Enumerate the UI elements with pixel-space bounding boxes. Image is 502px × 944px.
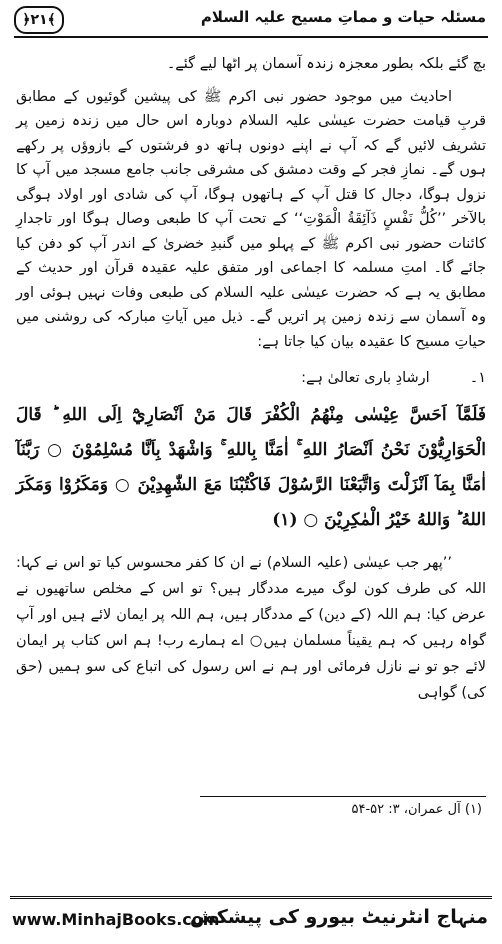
page-header bbox=[14, 6, 488, 36]
page-number: ﴿۲۱﴾ bbox=[14, 6, 64, 34]
quran-verse: فَلَمَّآ اَحَسَّ عِيْسٰى مِنْهُمُ الْكُفْرَ قَالَ مَنْ اَنْصَارِيْٓ اِلَى اللهِ ؕ قَالَ الْحَوَارِيُّوْنَ نَحْنُ اَنْصَارُ اللهِ ۚ اٰمَنَّا بِاللهِ ۚ وَاشْهَدْ بِاَنَّا مُسْلِمُوْنَ ○ رَبَّنَآ اٰمَنَّا بِمَآ اَنْزَلْتَ وَاتَّبَعْنَا الرَّسُوْلَ فَاكْتُبْنَا مَعَ الشّٰهِدِيْنَ ○ وَمَكَرُوْا وَمَكَرَ اللهُ ؕ وَاللهُ خَيْرُ الْمٰكِرِيْنَ ○ (۱) bbox=[16, 405, 486, 530]
footer-url-link[interactable]: www.MinhajBooks.com bbox=[12, 910, 220, 929]
footnote: (۱) آل عمران، ۳: ۵۲-۵۴ bbox=[351, 802, 482, 817]
header-rule bbox=[14, 36, 488, 38]
footer-rule bbox=[10, 896, 492, 899]
paragraph-main: احادیث میں موجود حضور نبی اکرم ﷺ کی پیشین گوئیوں کے مطابق قربِ قیامت حضرت عیسٰی علیہ السلام دوبارہ اس حال میں زندہ زمین پر تشریف لائیں گے کہ آپ نے اپنے دونوں ہاتھ دو فرشتوں کے بازوؤں پر رکھے ہوں گے۔ نمازِ فجر کے وقت دمشق کی مشرقی جانب جامع مسجد میں آپ کا نزول ہوگا، دجال کا قتل آپ کے ہاتھوں ہوگا، آپ کی شادی اور اولاد ہوگی بالآخر ’’كُلُّ نَفْسٍ ذَآئِقَةُ الْمَوْتِ‘‘ کے تحت آپ کا طبعی وصال ہوگا اور تاجدارِ کائنات حضور نبی اکرم ﷺ کے پہلو میں گنبدِ خضریٰ کے اندر آپ کو دفن کیا جائے گا۔ امتِ مسلمہ کا اجماعی اور متفق علیہ عقیدہ قرآن اور حدیث کے مطابق یہ ہے کہ حضرت عیسٰی علیہ السلام کی طبعی وفات نہیں ہوئی اور وہ آسمان سے زندہ زمین پر اتریں گے۔ ذیل میں آیاتِ مبارکہ کی روشنی میں حیاتِ مسیح کا عقیدہ بیان کیا جاتا ہے: bbox=[16, 88, 486, 350]
paragraph-continuation: بچ گئے بلکہ بطور معجزہ زندہ آسمان پر اٹھا لیے گئے۔ bbox=[166, 56, 486, 72]
header-title: مسئلہ حیات و مماتِ مسیح علیہ السلام bbox=[200, 8, 486, 26]
list-item bbox=[16, 366, 486, 390]
footer-title: منہاج انٹرنیٹ بیورو کی پیشکش bbox=[189, 906, 488, 928]
verse-translation: ’’پھر جب عیسٰی (علیہ السلام) نے ان کا کفر محسوس کیا تو اس نے کہا: اللہ کی طرف کون لوگ میرے مددگار ہیں؟ تو اس کے مخلص ساتھیوں نے عرض کیا: ہم اللہ (کے دین) کے مددگار ہیں، ہم اللہ پر ایمان لائے ہیں اور آپ گواہ رہیں کہ ہم یقیناً مسلمان ہیں○ اے ہمارے رب! ہم اس کتاب پر ایمان لائے جو تو نے نازل فرمائی اور ہم نے اس رسول کی اتباع کی سو ہمیں (حق کی) گواہی bbox=[16, 555, 486, 701]
list-item-number: ۱۔ bbox=[469, 370, 486, 386]
footnote-rule bbox=[200, 796, 486, 797]
list-item-text: ارشادِ باری تعالیٰ ہے: bbox=[301, 370, 430, 386]
page-body bbox=[16, 52, 486, 706]
